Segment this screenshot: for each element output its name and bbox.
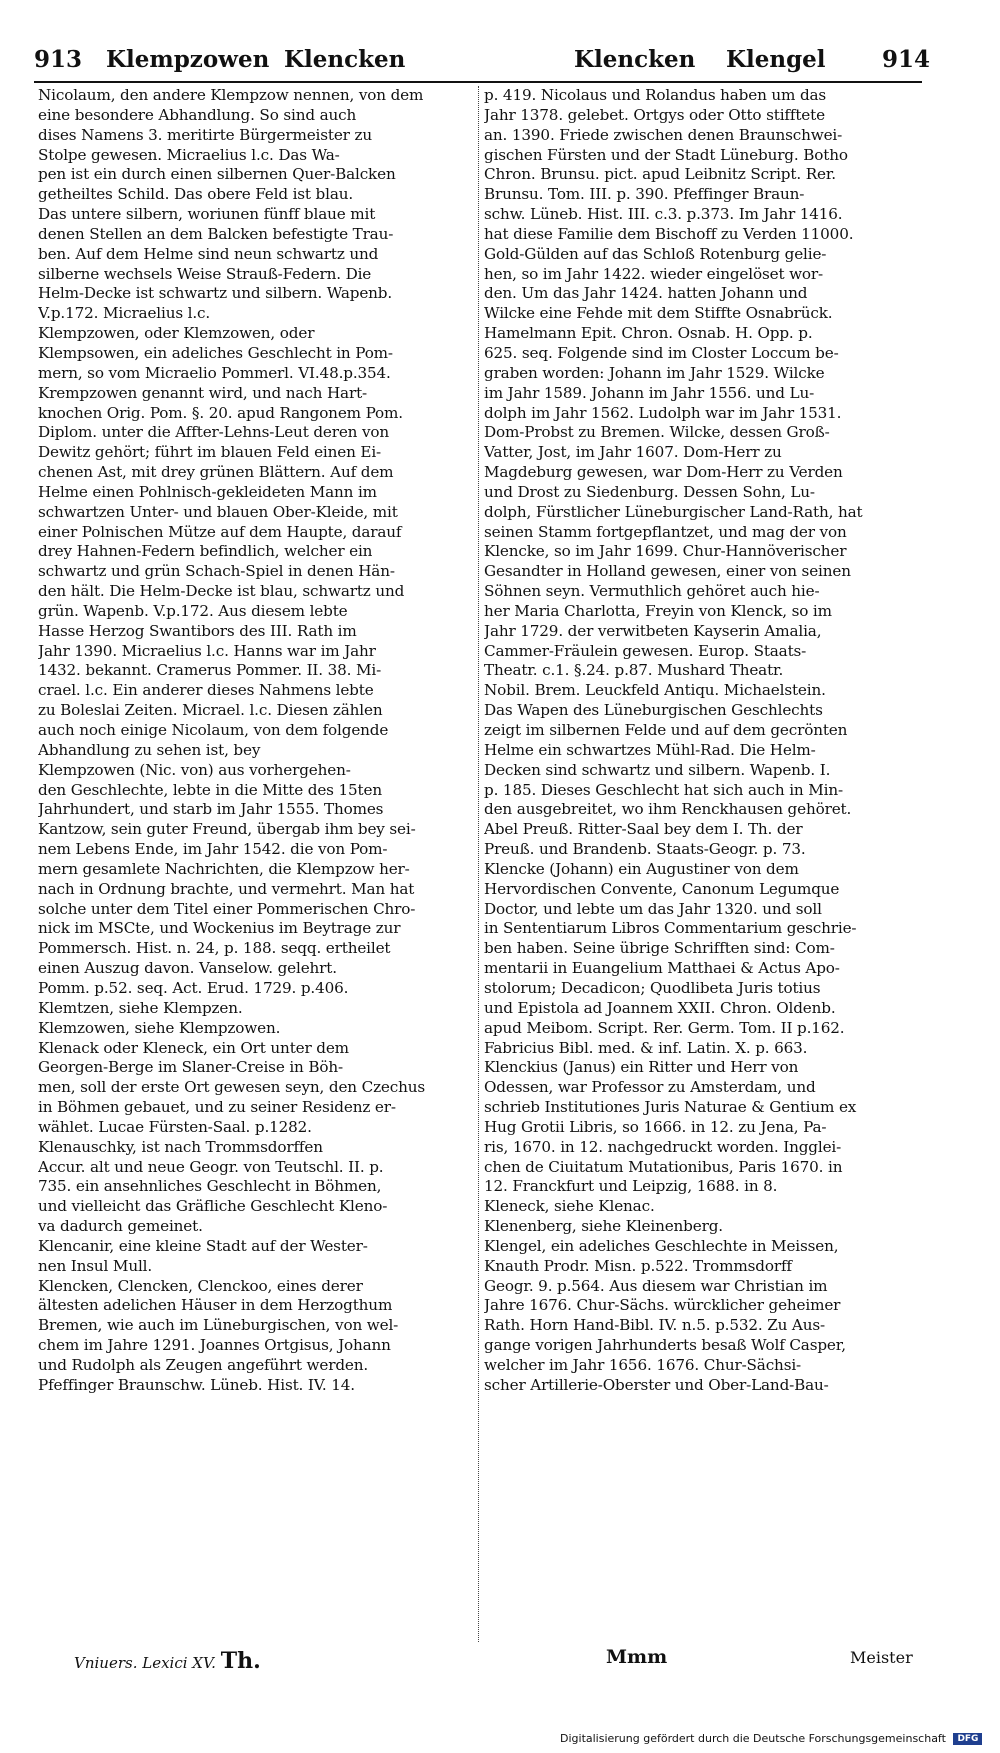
text-line: Hasse Herzog Swantibors des III. Rath im: [38, 621, 357, 640]
text-line: denen Stellen an dem Balcken befestigte Trau-: [38, 224, 394, 243]
text-line: pen ist ein durch einen silbernen Quer-Balcken: [38, 165, 396, 184]
text-line: einer Polnischen Mütze auf dem Haupte, darauf: [38, 522, 402, 541]
text-line: Helme ein schwartzes Mühl-Rad. Die Helm-: [484, 740, 816, 759]
text-line: zu Boleslai Zeiten. Micrael. l.c. Diesen zählen: [38, 701, 383, 720]
text-line: stolorum; Decadicon; Quodlibeta Juris totius: [484, 978, 821, 997]
text-line: Odessen, war Professor zu Amsterdam, und: [484, 1078, 816, 1097]
text-line: welcher im Jahr 1656. 1676. Chur-Sächsi-: [484, 1356, 802, 1374]
text-line: hat diese Familie dem Bischoff zu Verden 11000.: [484, 224, 854, 243]
text-line: an. 1390. Friede zwischen denen Braunschwei-: [484, 125, 843, 144]
text-line: her Maria Charlotta, Freyin von Klenck, so im: [484, 601, 832, 620]
text-line: Klenckius (Janus) ein Ritter und Herr von: [484, 1058, 799, 1077]
text-line: Klencke (Johann) ein Augustiner von dem: [484, 859, 799, 878]
text-line: ris, 1670. in 12. nachgedruckt worden. Ingglei-: [484, 1137, 842, 1156]
text-line: Krempzowen genannt wird, und nach Hart-: [38, 383, 368, 402]
text-line: mentarii in Euangelium Matthaei & Actus Apo-: [484, 959, 840, 978]
text-line: Klenack oder Kleneck, ein Ort unter dem: [38, 1038, 349, 1057]
text-line: in Sententiarum Libros Commentarium geschrie-: [484, 919, 857, 938]
text-line: schw. Lüneb. Hist. III. c.3. p.373. Im Jahr 1416.: [484, 205, 843, 224]
text-line: Doctor, und lebte um das Jahr 1320. und soll: [484, 899, 822, 918]
text-line: Hug Grotii Libris, so 1666. in 12. zu Jena, Pa-: [484, 1117, 827, 1136]
text-line: Wilcke eine Fehde mit dem Stiffte Osnabrück.: [484, 304, 833, 323]
catchword: Meister: [850, 1648, 913, 1667]
text-line: Abel Preuß. Ritter-Saal bey dem I. Th. der: [484, 820, 803, 839]
text-line: knochen Orig. Pom. §. 20. apud Rangonem Pom.: [38, 403, 403, 422]
text-line: Dom-Probst zu Bremen. Wilcke, dessen Groß-: [484, 423, 830, 442]
text-line: Klempsowen, ein adeliches Geschlecht in Pom-: [38, 343, 393, 362]
text-line: Fabricius Bibl. med. & inf. Latin. X. p. 663.: [484, 1038, 808, 1057]
text-line: mern, so vom Micraelio Pommerl. VI.48.p.354.: [38, 363, 391, 382]
text-line: Bremen, wie auch im Lüneburgischen, von wel-: [38, 1316, 399, 1335]
text-line: und Drost zu Siedenburg. Dessen Sohn, Lu-: [484, 482, 815, 501]
text-line: Pommersch. Hist. n. 24, p. 188. seqq. ertheilet: [38, 939, 391, 958]
text-line: Klencke, so im Jahr 1699. Chur-Hannöverischer: [484, 542, 847, 561]
text-line: Accur. alt und neue Geogr. von Teutschl. II. p.: [38, 1157, 384, 1176]
header-keyword-right-1: Klencken: [574, 46, 696, 73]
signature-mark: Th.: [220, 1648, 261, 1674]
text-line: schwartz und grün Schach-Spiel in denen Hän-: [38, 562, 395, 581]
text-line: Vatter, Jost, im Jahr 1607. Dom-Herr zu: [484, 443, 782, 462]
text-line: Gold-Gülden auf das Schloß Rotenburg gelie-: [484, 244, 827, 263]
text-line: eine besondere Abhandlung. So sind auch: [38, 105, 357, 124]
text-line: Pfeffinger Braunschw. Lüneb. Hist. IV. 14.: [38, 1375, 355, 1394]
text-line: p. 185. Dieses Geschlecht hat sich auch in Min-: [484, 780, 843, 799]
text-line: Decken sind schwartz und silbern. Wapenb. I.: [484, 760, 831, 779]
text-line: va dadurch gemeinet.: [38, 1217, 203, 1236]
text-line: Klemtzen, siehe Klempzen.: [38, 998, 243, 1017]
header-keyword-left-1: Klempzowen: [106, 46, 270, 73]
text-line: scher Artillerie-Oberster und Ober-Land-Bau-: [484, 1375, 829, 1394]
text-line: drey Hahnen-Federn befindlich, welcher ein: [38, 542, 373, 561]
right-column: [484, 86, 922, 1396]
text-line: grün. Wapenb. V.p.172. Aus diesem lebte: [38, 601, 348, 620]
text-line: 735. ein ansehnliches Geschlecht in Böhmen,: [38, 1177, 382, 1196]
text-line: 12. Franckfurt und Leipzig, 1688. in 8.: [484, 1177, 778, 1196]
text-line: ältesten adelichen Häuser in dem Herzogthum: [38, 1296, 393, 1315]
text-line: dolph im Jahr 1562. Ludolph war im Jahr 1531.: [484, 403, 842, 422]
text-line: Jahre 1676. Chur-Sächs. würcklicher geheimer: [484, 1296, 841, 1315]
text-line: Klenauschky, ist nach Trommsdorffen: [38, 1137, 323, 1156]
text-line: gange vorigen Jahrhunderts besaß Wolf Casper,: [484, 1336, 846, 1355]
running-header: [34, 46, 931, 80]
text-line: den hält. Die Helm-Decke ist blau, schwartz und: [38, 582, 405, 601]
text-line: p. 419. Nicolaus und Rolandus haben um das: [484, 86, 827, 104]
text-line: nem Lebens Ende, im Jahr 1542. die von Pom-: [38, 840, 388, 859]
text-line: schrieb Institutiones Juris Naturae & Gentium ex: [484, 1098, 857, 1117]
text-line: Hervordischen Convente, Canonum Legumque: [484, 879, 840, 898]
text-line: den ausgebreitet, wo ihm Renckhausen gehöret.: [484, 800, 852, 819]
text-line: hen, so im Jahr 1422. wieder eingelöset wor-: [484, 264, 824, 283]
text-line: Klengel, ein adeliches Geschlechte in Meissen,: [484, 1236, 839, 1255]
header-keyword-right-2: Klengel: [726, 46, 826, 73]
text-line: und Rudolph als Zeugen angeführt werden.: [38, 1356, 369, 1374]
text-line: Knauth Prodr. Misn. p.522. Trommsdorff: [484, 1256, 792, 1275]
text-line: Nobil. Brem. Leuckfeld Antiqu. Michaelstein.: [484, 681, 826, 700]
text-line: Kleneck, siehe Klenac.: [484, 1197, 655, 1216]
text-line: Das untere silbern, woriunen fünff blaue mit: [38, 205, 376, 224]
text-line: Kantzow, sein guter Freund, übergab ihm bey sei-: [38, 820, 416, 839]
header-rule: [34, 81, 922, 83]
text-line: Klempzowen, oder Klemzowen, oder: [38, 324, 315, 343]
text-line: Jahr 1378. gelebet. Ortgys oder Otto stifftete: [484, 105, 825, 124]
text-line: Diplom. unter die Affter-Lehns-Leut deren von: [38, 423, 390, 442]
text-line: Helm-Decke ist schwartz und silbern. Wapenb.: [38, 284, 393, 303]
text-line: Gesandter in Holland gewesen, einer von seinen: [484, 562, 851, 581]
text-line: Klencanir, eine kleine Stadt auf der Wester-: [38, 1236, 368, 1255]
text-line: Rath. Horn Hand-Bibl. IV. n.5. p.532. Zu Aus-: [484, 1316, 825, 1335]
text-line: Stolpe gewesen. Micraelius l.c. Das Wa-: [38, 145, 340, 164]
text-line: Klempzowen (Nic. von) aus vorhergehen-: [38, 760, 351, 779]
text-line: zeigt im silbernen Felde und auf dem gecrönten: [484, 721, 848, 739]
column-divider: [478, 86, 479, 1642]
text-line: Helme einen Pohlnisch-gekleideten Mann im: [38, 482, 377, 501]
text-line: und Epistola ad Joannem XXII. Chron. Oldenb.: [484, 998, 836, 1017]
text-line: nach in Ordnung brachte, und vermehrt. Man hat: [38, 879, 415, 898]
text-line: ben haben. Seine übrige Schrifften sind: Com-: [484, 939, 835, 958]
text-line: Söhnen seyn. Vermuthlich gehöret auch hie-: [484, 582, 820, 601]
signature-line: [74, 1648, 261, 1674]
text-line: seinen Stamm fortgepflantzet, und mag der von: [484, 522, 847, 541]
text-line: Brunsu. Tom. III. p. 390. Pfeffinger Braun-: [484, 185, 805, 204]
page-number-right: 914: [882, 46, 931, 73]
text-line: apud Meibom. Script. Rer. Germ. Tom. II p.162.: [484, 1018, 845, 1037]
text-line: Theatr. c.1. §.24. p.87. Mushard Theatr.: [484, 661, 784, 680]
gathering-signature: Mmm: [606, 1646, 668, 1668]
text-line: mern gesamlete Nachrichten, die Klempzow her-: [38, 859, 410, 878]
text-line: Nicolaum, den andere Klempzow nennen, von dem: [38, 86, 424, 104]
text-line: auch noch einige Nicolaum, von dem folgende: [38, 721, 389, 739]
text-line: nick im MSCte, und Wockenius im Beytrage zur: [38, 919, 401, 938]
text-line: nen Insul Mull.: [38, 1256, 153, 1275]
text-line: schwartzen Unter- und blauen Ober-Kleide, mit: [38, 502, 398, 521]
text-line: Klemzowen, siehe Klempzowen.: [38, 1018, 281, 1037]
text-line: crael. l.c. Ein anderer dieses Nahmens lebte: [38, 681, 374, 700]
digitization-text: Digitalisierung gefördert durch die Deutsche Forschungsgemeinschaft: [560, 1732, 946, 1745]
text-line: Dewitz gehört; führt im blauen Feld einen Ei-: [38, 443, 382, 462]
text-line: silberne wechsels Weise Strauß-Federn. Die: [38, 264, 372, 283]
text-line: Jahrhundert, und starb im Jahr 1555. Thomes: [38, 800, 384, 819]
text-line: Chron. Brunsu. pict. apud Leibnitz Script. Rer.: [484, 165, 836, 184]
text-line: getheiltes Schild. Das obere Feld ist blau.: [38, 185, 354, 204]
text-line: wählet. Lucae Fürsten-Saal. p.1282.: [38, 1117, 312, 1136]
text-line: men, soll der erste Ort gewesen seyn, den Czechus: [38, 1078, 426, 1097]
text-line: Klenenberg, siehe Kleinenberg.: [484, 1217, 723, 1236]
text-line: den. Um das Jahr 1424. hatten Johann und: [484, 284, 808, 303]
text-line: Magdeburg gewesen, war Dom-Herr zu Verden: [484, 463, 843, 482]
text-line: den Geschlechte, lebte in die Mitte des 15ten: [38, 780, 382, 799]
left-column: [38, 86, 476, 1396]
text-line: und vielleicht das Gräfliche Geschlecht Kleno-: [38, 1197, 388, 1216]
text-line: dises Namens 3. meritirte Bürgermeister zu: [38, 125, 372, 144]
text-line: ben. Auf dem Helme sind neun schwartz und: [38, 244, 379, 263]
text-line: chem im Jahre 1291. Joannes Ortgisus, Johann: [38, 1336, 391, 1355]
dfg-logo: DFG: [953, 1733, 982, 1745]
text-line: chenen Ast, mit drey grünen Blättern. Auf dem: [38, 463, 394, 482]
signature-text: Vniuers. Lexici XV.: [74, 1654, 216, 1672]
text-line: Pomm. p.52. seq. Act. Erud. 1729. p.406.: [38, 978, 349, 997]
text-line: chen de Ciuitatum Mutationibus, Paris 1670. in: [484, 1157, 843, 1176]
digitization-credit: [560, 1732, 998, 1752]
text-line: Preuß. und Brandenb. Staats-Geogr. p. 73.: [484, 840, 806, 859]
text-line: Jahr 1390. Micraelius l.c. Hanns war im Jahr: [38, 641, 376, 660]
text-line: in Böhmen gebauet, und zu seiner Residenz er-: [38, 1098, 396, 1117]
page-number-left: 913: [34, 46, 83, 73]
text-line: 625. seq. Folgende sind im Closter Loccum be-: [484, 343, 839, 362]
text-line: Klencken, Clencken, Clenckoo, eines derer: [38, 1276, 363, 1295]
header-keyword-left-2: Klencken: [284, 46, 406, 73]
text-line: Jahr 1729. der verwitbeten Kayserin Amalia,: [484, 621, 822, 640]
text-line: Hamelmann Epit. Chron. Osnab. H. Opp. p.: [484, 324, 813, 343]
text-line: Georgen-Berge im Slaner-Creise in Böh-: [38, 1058, 343, 1077]
text-line: graben worden: Johann im Jahr 1529. Wilcke: [484, 363, 825, 382]
text-line: Geogr. 9. p.564. Aus diesem war Christian im: [484, 1276, 828, 1295]
text-line: dolph, Fürstlicher Lüneburgischer Land-Rath, hat: [484, 502, 863, 521]
text-line: Cammer-Fräulein gewesen. Europ. Staats-: [484, 641, 807, 660]
text-line: Das Wapen des Lüneburgischen Geschlechts: [484, 701, 823, 720]
text-line: im Jahr 1589. Johann im Jahr 1556. und Lu-: [484, 383, 815, 402]
text-line: Abhandlung zu sehen ist, bey: [38, 740, 261, 759]
text-line: gischen Fürsten und der Stadt Lüneburg. Botho: [484, 145, 848, 164]
text-line: solche unter dem Titel einer Pommerischen Chro-: [38, 899, 416, 918]
text-line: V.p.172. Micraelius l.c.: [38, 304, 211, 323]
text-line: einen Auszug davon. Vanselow. gelehrt.: [38, 959, 337, 978]
text-line: 1432. bekannt. Cramerus Pommer. II. 38. Mi-: [38, 661, 382, 680]
